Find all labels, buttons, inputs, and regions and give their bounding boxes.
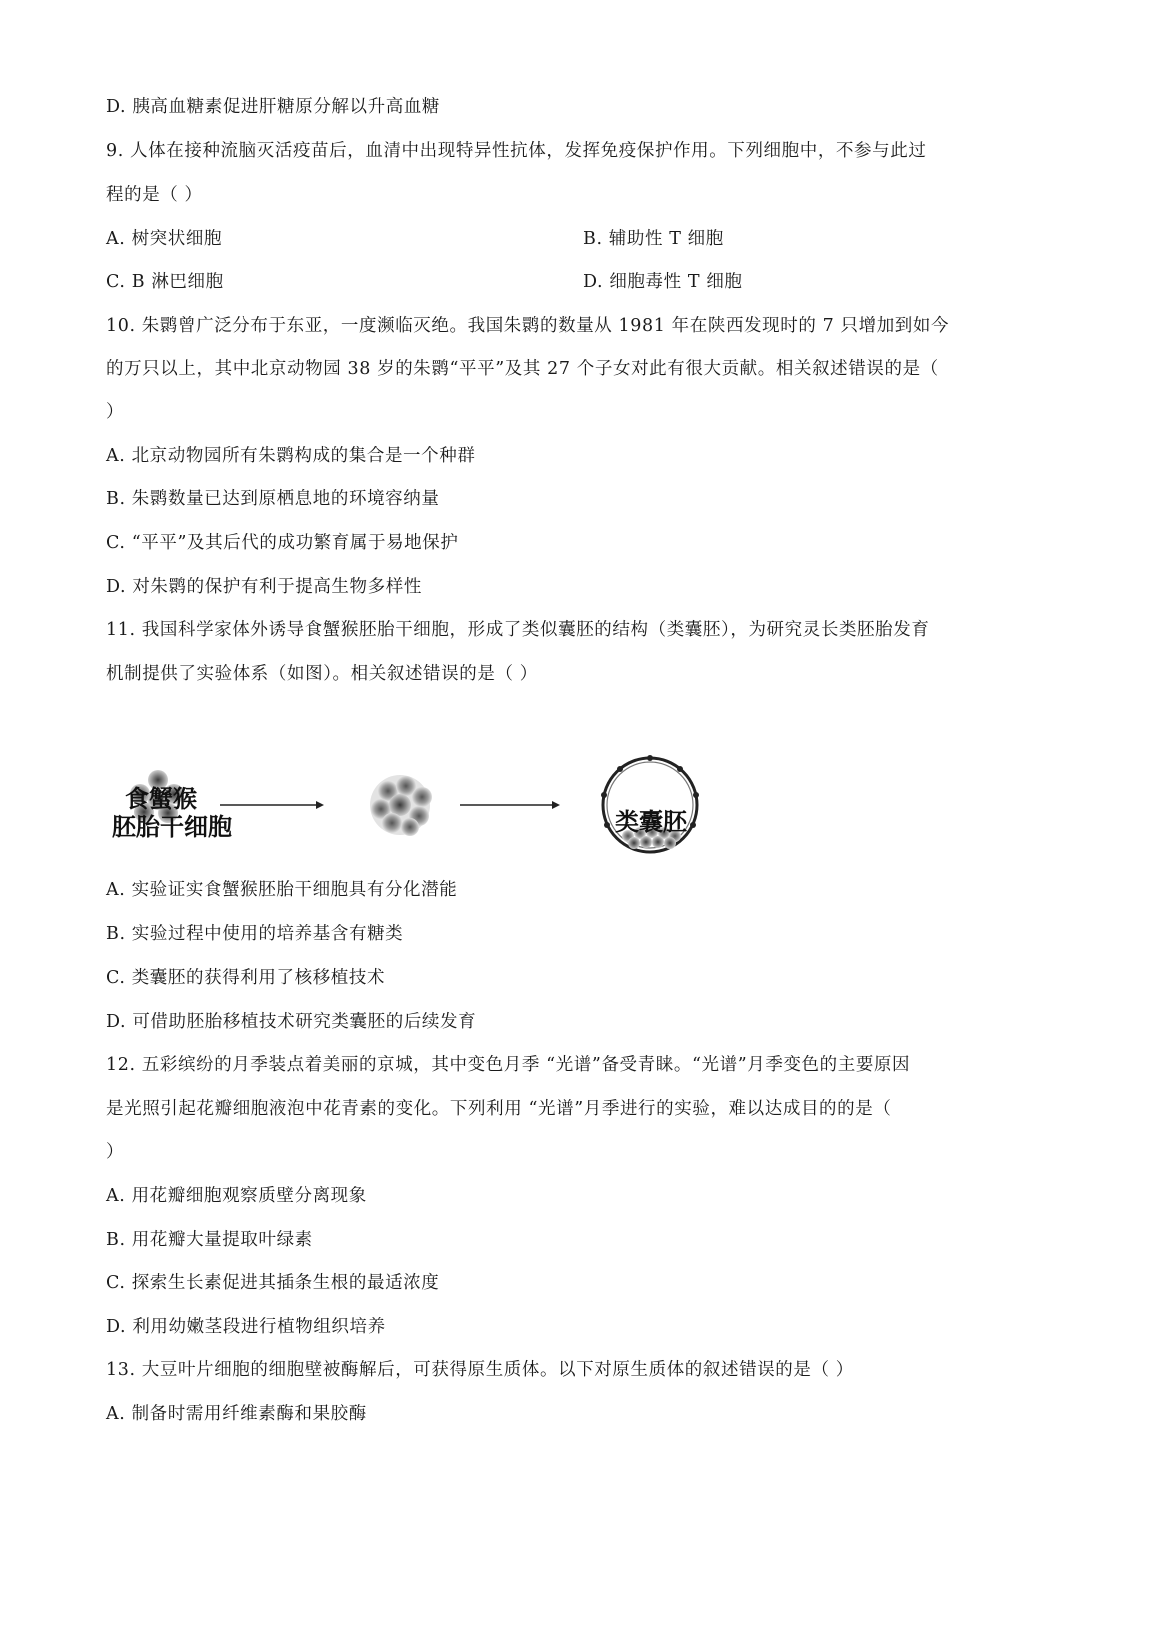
q13-stem-line1: 13. 大豆叶片细胞的细胞壁被酶解后，可获得原生质体。以下对原生质体的叙述错误的是（ ） <box>106 1360 854 1380</box>
label-stem-cell-line1: 食蟹猴 <box>125 785 197 813</box>
arrow-1-head <box>316 801 324 809</box>
q12-stem-line3: ） <box>106 1142 125 1162</box>
q12-option-c: C. 探索生长素促进其插条生根的最适浓度 <box>106 1273 440 1293</box>
q10-stem-line2: 的万只以上，其中北京动物园 38 岁的朱鹮“平平”及其 27 个子女对此有很大贡献。相关叙述错误的是（ <box>106 359 939 379</box>
q11-option-a: A. 实验证实食蟹猴胚胎干细胞具有分化潜能 <box>106 880 458 900</box>
q12-option-b: B. 用花瓣大量提取叶绿素 <box>106 1230 313 1250</box>
q10-option-a: A. 北京动物园所有朱鹮构成的集合是一个种群 <box>106 446 476 466</box>
q11-option-b: B. 实验过程中使用的培养基含有糖类 <box>106 924 404 944</box>
q9-stem-line1: 9. 人体在接种流脑灭活疫苗后，血清中出现特异性抗体，发挥免疫保护作用。下列细胞中，不参与此过 <box>106 141 927 161</box>
q10-option-c: C. “平平”及其后代的成功繁育属于易地保护 <box>106 533 459 553</box>
arrow-2-head <box>552 801 560 809</box>
q10-option-d: D. 对朱鹮的保护有利于提高生物多样性 <box>106 577 422 597</box>
q12-option-a: A. 用花瓣细胞观察质壁分离现象 <box>106 1186 367 1206</box>
q10-stem-line1: 10. 朱鹮曾广泛分布于东亚，一度濒临灭绝。我国朱鹮的数量从 1981 年在陕西发现时的 7 只增加到如今 <box>106 316 950 336</box>
q12-stem-line1: 12. 五彩缤纷的月季装点着美丽的京城，其中变色月季 “光谱”备受青睐。“光谱”月季变色的主要原因 <box>106 1055 911 1075</box>
q10-option-b: B. 朱鹮数量已达到原栖息地的环境容纳量 <box>106 489 440 509</box>
q10-stem-line3: ） <box>106 402 125 422</box>
q12-option-d: D. 利用幼嫩茎段进行植物组织培养 <box>106 1317 386 1337</box>
q11-stem-line2: 机制提供了实验体系（如图）。相关叙述错误的是（ ） <box>106 664 538 684</box>
blastoid <box>601 755 699 852</box>
q9-option-a: A. 树突状细胞 <box>106 229 223 249</box>
q9-option-b: B. 辅助性 T 细胞 <box>583 229 724 249</box>
label-blastoid: 类囊胚 <box>615 808 687 836</box>
q13-option-a: A. 制备时需用纤维素酶和果胶酶 <box>106 1404 367 1424</box>
q9-option-c: C. B 淋巴细胞 <box>106 272 224 292</box>
q12-stem-line2: 是光照引起花瓣细胞液泡中花青素的变化。下列利用 “光谱”月季进行的实验，难以达成目的的是（ <box>106 1099 892 1119</box>
label-stem-cell-line2: 胚胎干细胞 <box>112 813 232 841</box>
q11-stem-line1: 11. 我国科学家体外诱导食蟹猴胚胎干细胞，形成了类似囊胚的结构（类囊胚），为研究灵长类胚胎发育 <box>106 620 930 640</box>
q11-option-d: D. 可借助胚胎移植技术研究类囊胚的后续发育 <box>106 1012 477 1032</box>
cell-aggregate <box>370 775 432 836</box>
q9-stem-line2: 程的是（ ） <box>106 185 203 205</box>
q8-option-d: D. 胰高血糖素促进肝糖原分解以升高血糖 <box>106 97 441 117</box>
q11-option-c: C. 类囊胚的获得利用了核移植技术 <box>106 968 386 988</box>
q9-option-d: D. 细胞毒性 T 细胞 <box>583 272 743 292</box>
